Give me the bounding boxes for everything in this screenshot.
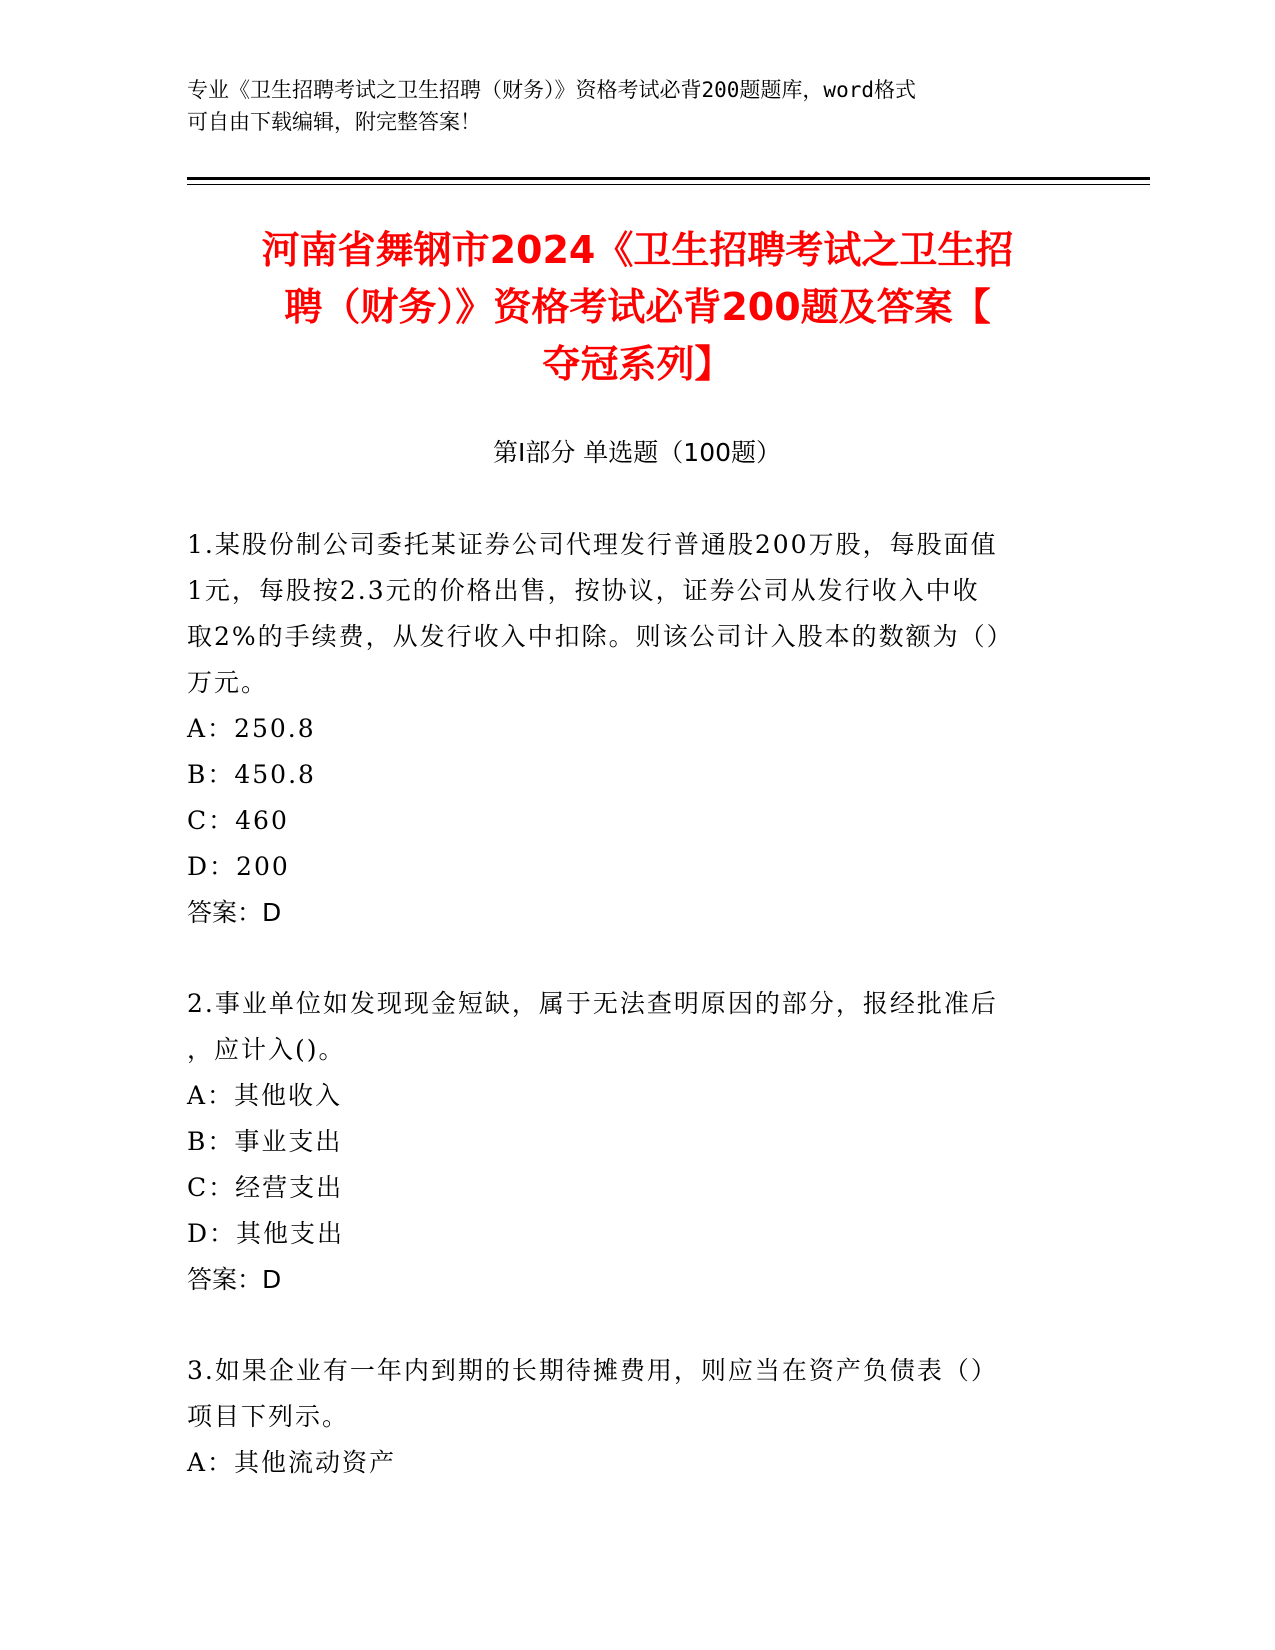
option-c: C：460 — [187, 806, 289, 835]
document-title — [160, 222, 1115, 393]
question-stem-line: 3.如果企业有一年内到期的长期待摊费用，则应当在资产负债表（） — [187, 1356, 998, 1385]
question-stem-line: 万元。 — [187, 668, 269, 697]
option-d: D：200 — [187, 852, 290, 881]
header-note — [187, 74, 1067, 138]
document-title-line-1: 河南省舞钢市2024《卫生招聘考试之卫生招 — [261, 228, 1014, 272]
header-rule-thick — [187, 177, 1150, 180]
question-stem-line: 1.某股份制公司委托某证券公司代理发行普通股200万股，每股面值 — [187, 530, 998, 559]
question-3 — [187, 1348, 1067, 1486]
option-d: D：其他支出 — [187, 1219, 345, 1248]
question-stem-line: 取2%的手续费，从发行收入中扣除。则该公司计入股本的数额为（） — [187, 622, 1014, 651]
section-title: 第Ⅰ部分 单选题（100题） — [492, 438, 782, 467]
answer: 答案：D — [187, 1265, 282, 1294]
question-stem-line: 2.事业单位如发现现金短缺，属于无法查明原因的部分，报经批准后 — [187, 989, 998, 1018]
option-c: C：经营支出 — [187, 1173, 344, 1202]
header-note-line-2: 可自由下载编辑，附完整答案！ — [187, 110, 481, 134]
question-1 — [187, 522, 1067, 936]
document-title-line-3: 夺冠系列】 — [542, 342, 733, 386]
question-stem-line: 1元，每股按2.3元的价格出售，按协议，证券公司从发行收入中收 — [187, 576, 980, 605]
question-list — [187, 522, 1067, 1531]
option-a: A：其他流动资产 — [187, 1448, 397, 1477]
option-b: B：450.8 — [187, 760, 316, 789]
option-b: B：事业支出 — [187, 1127, 343, 1156]
option-a: A：250.8 — [187, 714, 316, 743]
answer: 答案：D — [187, 898, 282, 927]
question-2 — [187, 981, 1067, 1303]
header-rule-thin — [187, 184, 1150, 185]
question-stem-line: ，应计入()。 — [187, 1035, 346, 1064]
question-stem-line: 项目下列示。 — [187, 1402, 350, 1431]
document-title-line-2: 聘（财务）》资格考试必背200题及答案【 — [284, 285, 991, 329]
option-a: A：其他收入 — [187, 1081, 343, 1110]
header-note-line-1: 专业《卫生招聘考试之卫生招聘（财务）》资格考试必背200题题库，word格式 — [187, 78, 916, 102]
